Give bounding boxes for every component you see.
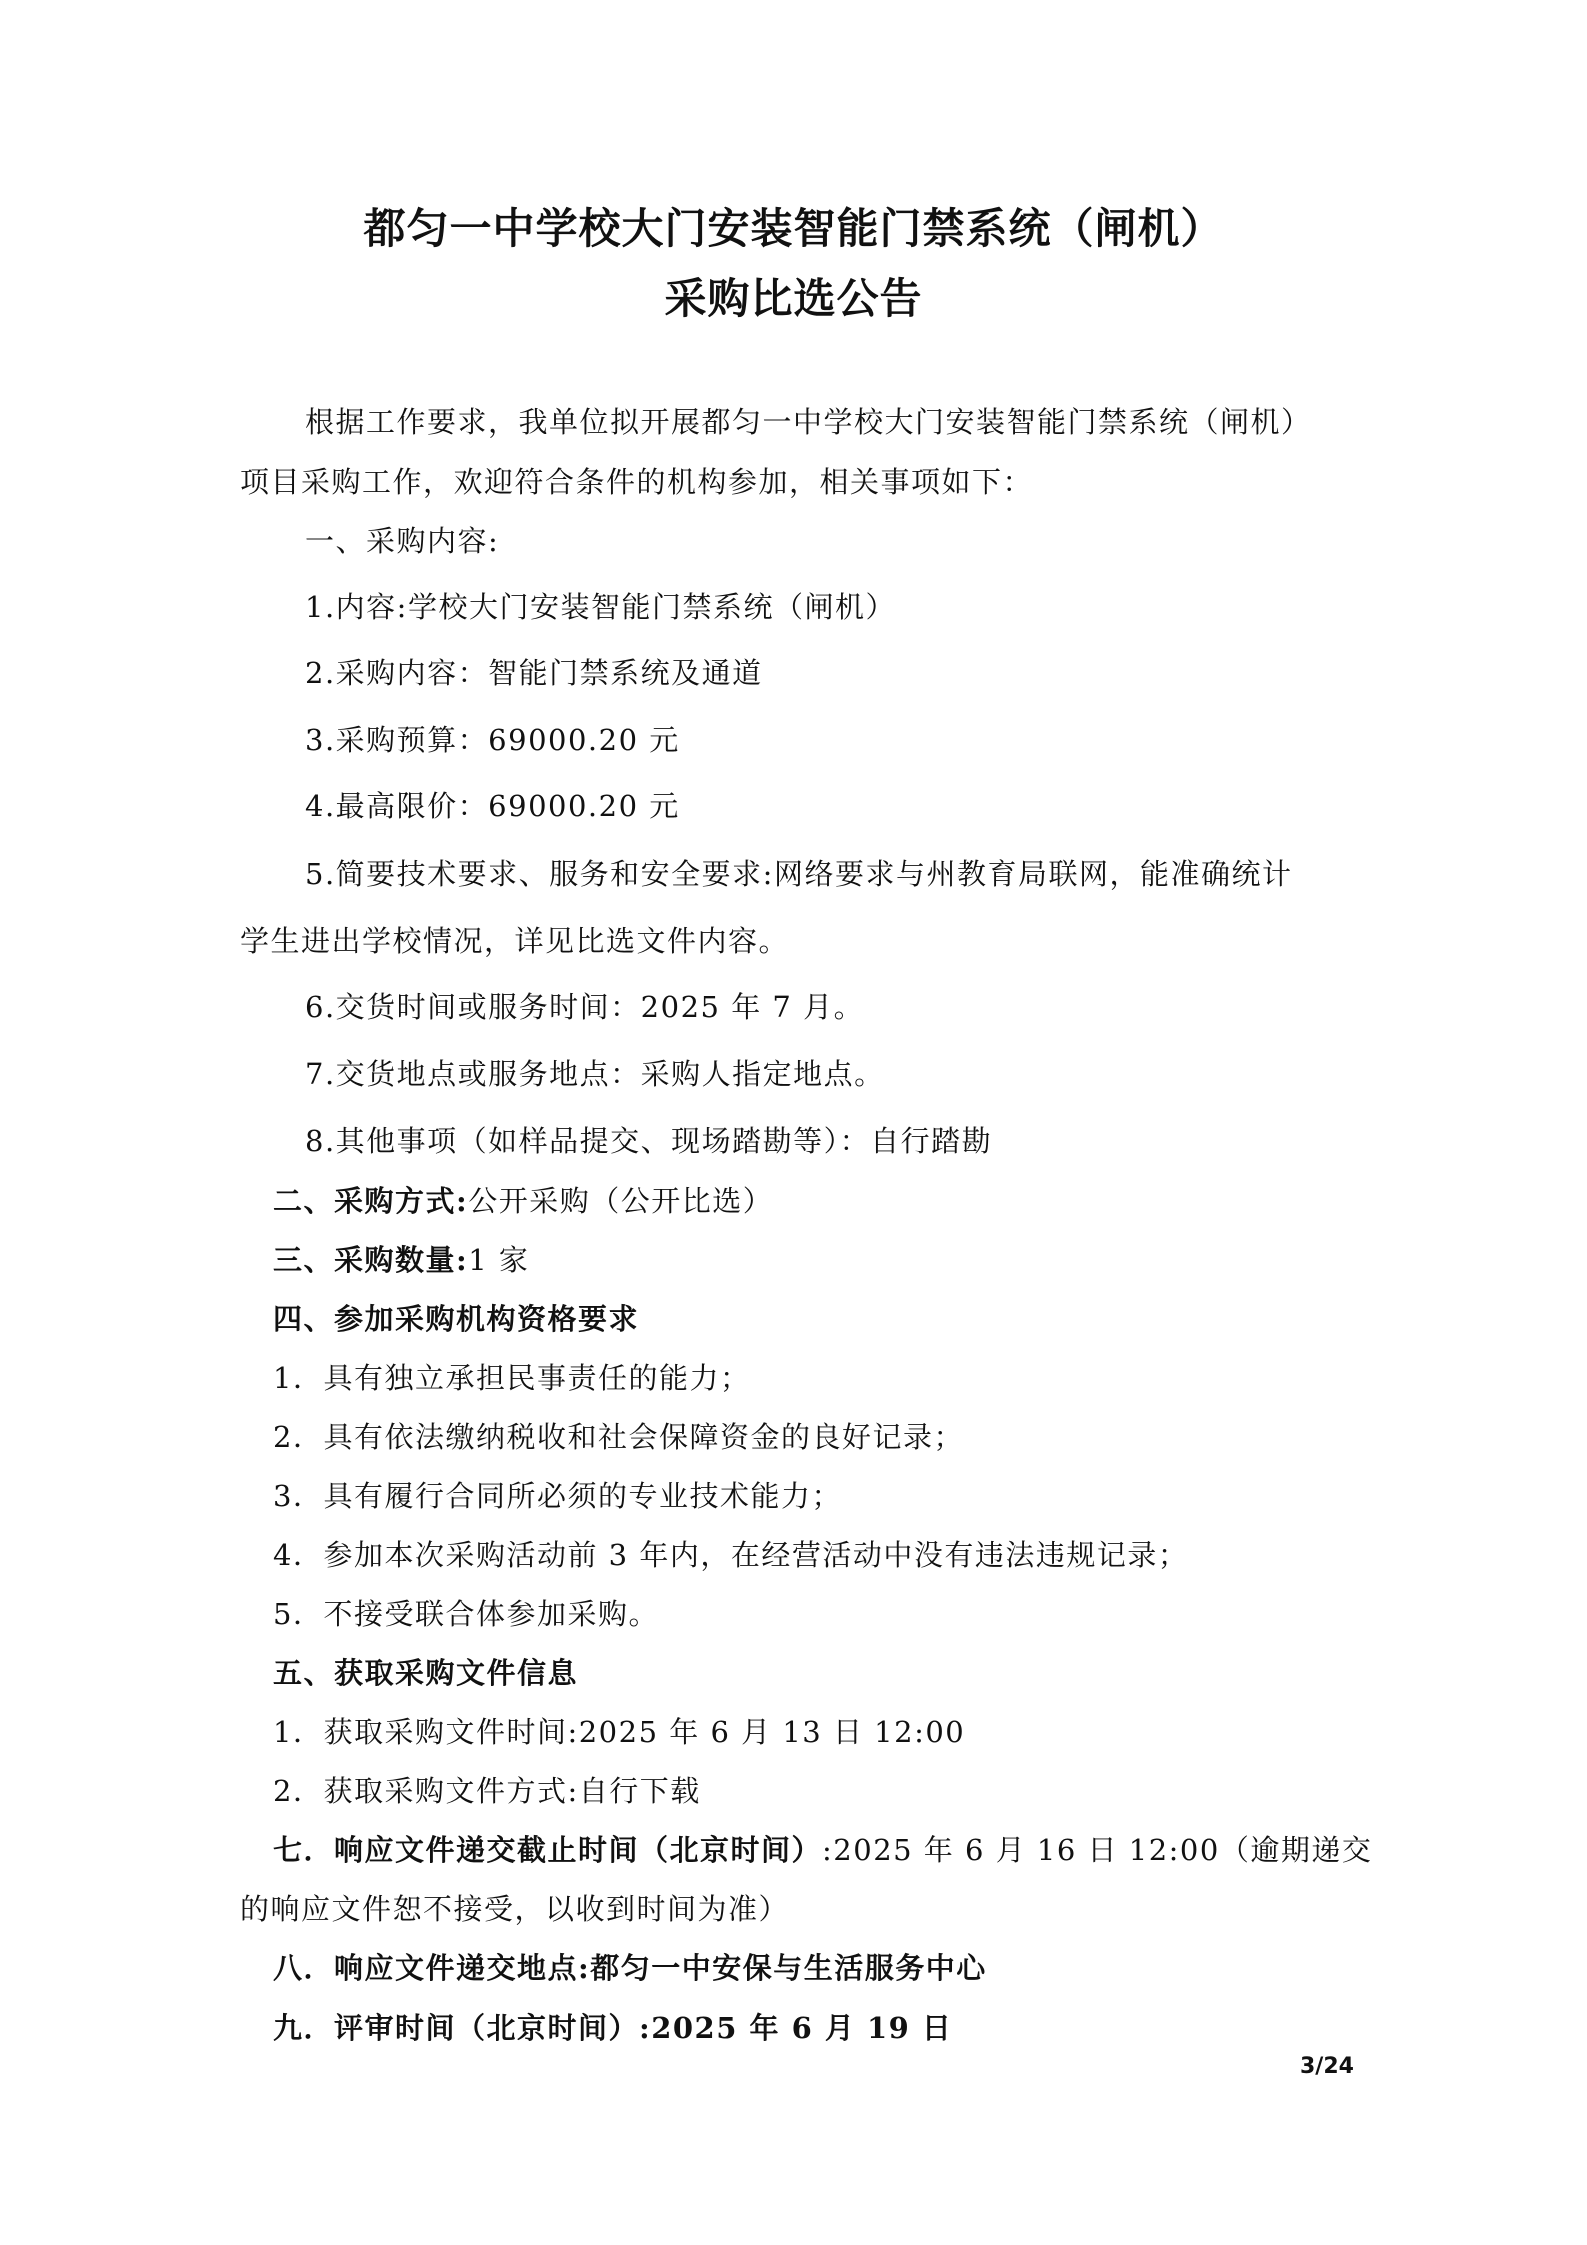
section-4-heading: 四、参加采购机构资格要求 [273, 1302, 640, 1336]
section-4-item-3: 3．具有履行合同所必须的专业技术能力； [273, 1479, 842, 1513]
section-1-item-3: 3.采购预算：69000.20 元 [305, 723, 680, 757]
section-1-item-4: 4.最高限价：69000.20 元 [305, 789, 680, 823]
section-1-item-6: 6.交货时间或服务时间：2025 年 7 月。 [305, 990, 865, 1024]
section-2-value: 公开采购（公开比选） [468, 1184, 774, 1218]
section-5-heading: 五、获取采购文件信息 [273, 1656, 579, 1690]
section-3-line [273, 1243, 530, 1277]
section-5-item-1: 1．获取采购文件时间:2025 年 6 月 13 日 12:00 [273, 1715, 966, 1749]
section-8-value: 都匀一中安保与生活服务中心 [590, 1951, 987, 1985]
section-8-line [273, 1951, 987, 1985]
section-2-label: 二、采购方式: [273, 1184, 469, 1218]
document-title-line-2: 采购比选公告 [664, 274, 923, 323]
section-5-item-2: 2．获取采购文件方式:自行下载 [273, 1774, 701, 1808]
section-1-item-8: 8.其他事项（如样品提交、现场踏勘等）：自行踏勘 [305, 1124, 993, 1158]
section-9-line: 九．评审时间（北京时间）:2025 年 6 月 19 日 [273, 2011, 953, 2045]
section-1-heading: 一、采购内容: [305, 524, 500, 558]
section-3-value: 1 家 [468, 1243, 530, 1277]
section-4-item-4: 4．参加本次采购活动前 3 年内，在经营活动中没有违法违规记录； [273, 1538, 1189, 1572]
section-7-line-2: 的响应文件恕不接受，以收到时间为准） [240, 1892, 790, 1926]
section-7-value: :2025 年 6 月 16 日 12:00（逾期递交 [822, 1833, 1373, 1867]
intro-paragraph-line-1: 根据工作要求，我单位拟开展都匀一中学校大门安装智能门禁系统（闸机） [305, 405, 1312, 439]
section-7-line-1 [273, 1833, 1373, 1867]
document-title-line-1: 都匀一中学校大门安装智能门禁系统（闸机） [363, 204, 1224, 253]
section-8-label: 八．响应文件递交地点: [273, 1951, 591, 1985]
intro-paragraph-line-2: 项目采购工作，欢迎符合条件的机构参加，相关事项如下： [240, 465, 1034, 499]
section-1-item-1: 1.内容:学校大门安装智能门禁系统（闸机） [305, 590, 896, 624]
section-1-item-5-line-2: 学生进出学校情况，详见比选文件内容。 [240, 924, 790, 958]
section-4-item-2: 2．具有依法缴纳税收和社会保障资金的良好记录； [273, 1420, 964, 1454]
section-7-label: 七．响应文件递交截止时间（北京时间） [273, 1833, 823, 1867]
section-4-item-1: 1．具有独立承担民事责任的能力； [273, 1361, 751, 1395]
section-1-item-7: 7.交货地点或服务地点：采购人指定地点。 [305, 1057, 885, 1091]
section-1-item-5-line-1: 5.简要技术要求、服务和安全要求:网络要求与州教育局联网，能准确统计 [305, 857, 1293, 891]
section-3-label: 三、采购数量: [273, 1243, 469, 1277]
section-1-item-2: 2.采购内容：智能门禁系统及通道 [305, 656, 763, 690]
page-number: 3/24 [1300, 2054, 1354, 2079]
section-2-line [273, 1184, 774, 1218]
section-4-item-5: 5．不接受联合体参加采购。 [273, 1597, 659, 1631]
